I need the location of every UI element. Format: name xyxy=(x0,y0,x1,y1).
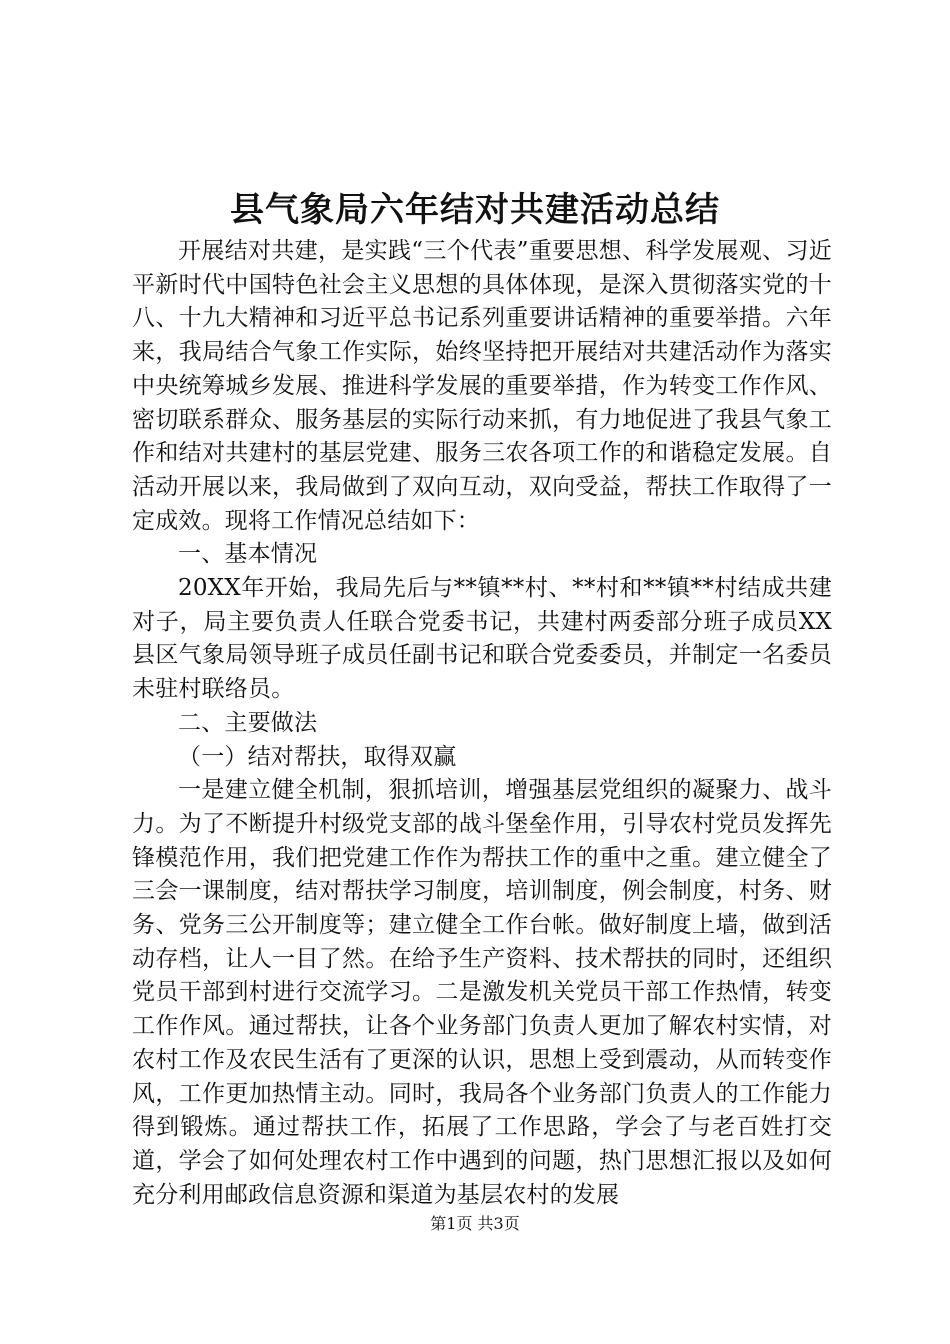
section-heading-basic: 一、基本情况 xyxy=(178,541,318,568)
document-body xyxy=(132,235,832,1212)
paragraph-basic-situation: 20XX年开始，我局先后与**镇**村、**村和**镇**村结成共建对子，局主要负责人任联合党委书记，共建村两委部分班子成员XX县区气象局领导班子成员任副书记和联合党委委员，并制定一名委员未驻村联络员。 xyxy=(132,575,832,703)
section-heading-methods: 二、主要做法 xyxy=(178,709,318,736)
document-title: 县气象局六年结对共建活动总结 xyxy=(230,190,720,230)
subsection-heading-pairing: （一）结对帮扶，取得双赢 xyxy=(178,743,457,770)
page-footer: 第1页 共3页 xyxy=(430,1214,520,1233)
paragraph-intro: 开展结对共建，是实践“三个代表”重要思想、科学发展观、习近平新时代中国特色社会主义思想的具体体现，是深入贯彻落实党的十八、十九大精神和习近平总书记系列重要讲话精神的重要举措。六年来，我局结合气象工作实际，始终坚持把开展结对共建活动作为落实中央统筹城乡发展、推进科学发展的重要举措，作为转变工作作风、密切联系群众、服务基层的实际行动来抓，有力地促进了我县气象工作和结对共建村的基层党建、服务三农各项工作的和谐稳定发展。自活动开展以来，我局做到了双向互动，双向受益，帮扶工作取得了一定成效。现将工作情况总结如下： xyxy=(132,238,832,534)
paragraph-pairing-detail: 一是建立健全机制，狠抓培训，增强基层党组织的凝聚力、战斗力。为了不断提升村级党支部的战斗堡垒作用，引导农村党员发挥先锋模范作用，我们把党建工作作为帮扶工作的重中之重。建立健全了三会一课制度，结对帮扶学习制度，培训制度，例会制度，村务、财务、党务三公开制度等；建立健全工作台帐。做好制度上墙，做到活动存档，让人一目了然。在给予生产资料、技术帮扶的同时，还组织党员干部到村进行交流学习。二是激发机关党员干部工作热情，转变工作作风。通过帮扶，让各个业务部门负责人更加了解农村实情，对农村工作及农民生活有了更深的认识，思想上受到震动，从而转变作风，工作更加热情主动。同时，我局各个业务部门负责人的工作能力得到锻炼。通过帮扶工作，拓展了工作思路，学会了与老百姓打交道，学会了如何处理农村工作中遇到的问题，热门思想汇报以及如何充分利用邮政信息资源和渠道为基层农村的发展 xyxy=(132,777,832,1208)
